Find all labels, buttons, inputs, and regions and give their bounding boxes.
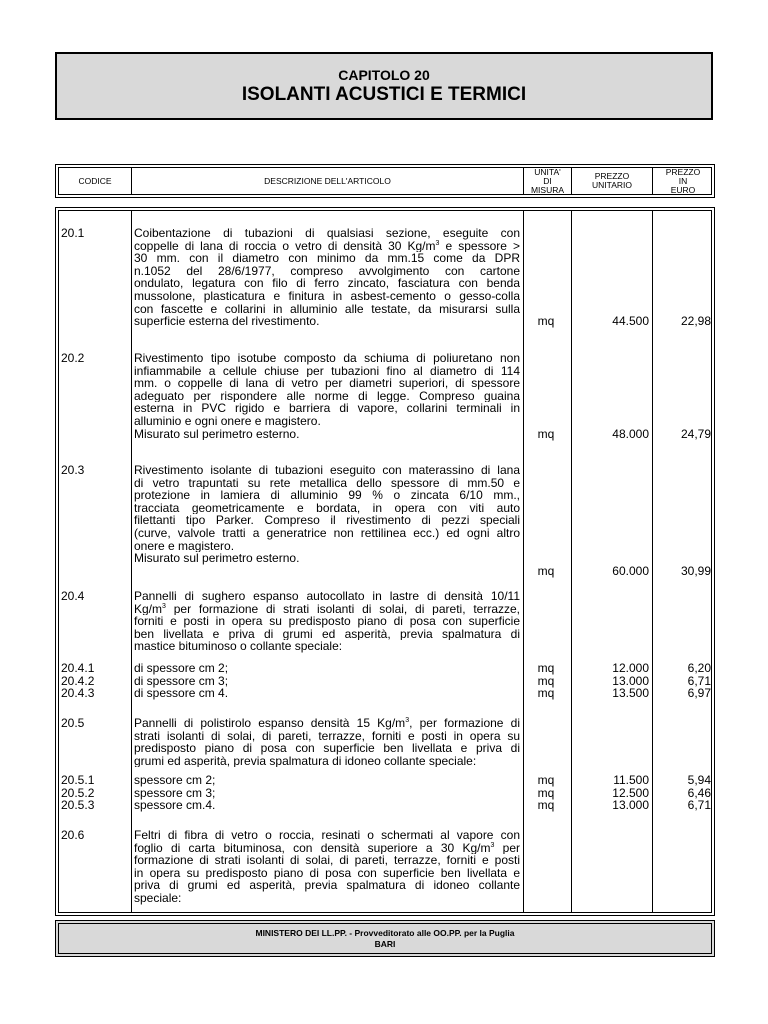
item-code: 20.4.2 (61, 673, 95, 688)
unit-price: 13.000 (612, 673, 649, 688)
item-description: Coibentazione di tubazioni di qualsiasi sezione, eseguite con coppelle di lana di roccia o vetro di densità 30 $Kg/m^3$ e spessore > 30 mm. con il diametro con minimo da mm.15 come da DPR n.1052 del 28/6/1977, compreso avvolgimento con cartone ondulato, legatura con filo di ferro zincato, fasciatura con benda mussolone, plasticatura e finitura in asbest-cemento o gesso-colla con fascette e collarini in alluminio alle testate, da misurarsi sulla superficie esterna del rivestimento. (134, 227, 520, 328)
footer-ministry: MINISTERO DEI LL.PP. - Provveditorato alle OO.PP. per la Puglia (255, 928, 515, 938)
euro-price: 6,71 (687, 673, 711, 688)
unit-of-measure: mq (537, 661, 555, 675)
euro-price: 6,20 (687, 661, 711, 675)
unit-of-measure: mq (537, 314, 555, 328)
item-description: di spessore cm 4. (134, 686, 229, 701)
item-code: 20.4 (61, 589, 85, 603)
chapter-number: CAPITOLO 20 (338, 67, 430, 83)
header-descrizione: DESCRIZIONE DELL'ARTICOLO (264, 175, 391, 186)
item-code: 20.2 (61, 351, 85, 365)
unit-price: 11.500 (613, 773, 649, 787)
item-code: 20.4.1 (61, 661, 95, 675)
euro-price: 22,98 (680, 314, 711, 328)
unit-price: 13.000 (612, 798, 649, 813)
unit-price: 12.500 (612, 785, 649, 800)
item-code: 20.1 (61, 226, 85, 240)
item-description: spessore cm 2; (134, 773, 216, 787)
euro-price: 6,71 (687, 798, 711, 813)
euro-price: 5,94 (687, 773, 711, 787)
unit-price: 13.500 (612, 686, 649, 701)
item-description: Rivestimento tipo isotube composto da schiuma di poliuretano non infiammabile a cellule chiuse per tubazioni fino al diametro di 114 mm. o coppelle di lana di vetro per diametri superiori, di spessore adeguato per rispondere alle norme di legge. Compreso guaina esterna in PVC rigido e barriera di vapore, collarini terminali in alluminio e ogni onere e magistero. Misurato sul perimetro esterno. (134, 352, 520, 441)
header-unita-misura: UNITA' DI MISURA (530, 166, 565, 195)
euro-price: 30,99 (680, 564, 711, 578)
euro-price: 24,79 (680, 427, 711, 441)
item-code: 20.6 (61, 828, 85, 842)
item-description: Rivestimento isolante di tubazioni eseguito con materassino di lana di vetro trapuntati su rete metallica dello spessore di mm.50 e protezione in lamiera di alluminio 99 % o zincata 6/10 mm., tracciata geometricamente e bordata, in opera con viti auto filettanti tipo Parker. Compreso il rivestimento di pezzi speciali (curve, valvole tratti a generatrice non rettilinea ecc.) ed ogni altro onere e magistero. Misurato sul perimetro esterno. (134, 464, 520, 565)
item-description: spessore cm 3; (134, 785, 216, 800)
item-description: Pannelli di polistirolo espanso densità 15 $Kg/m^3$, per formazione di strati isolanti di solai, di pareti, terrazze, forniti e posti in opera su predisposto piano di posa con superficie ben livellata e priva di grumi ed asperità, previa spalmatura di idoneo collante speciale: (134, 717, 520, 768)
euro-price: 6,46 (687, 785, 711, 800)
item-description: di spessore cm 2; (134, 661, 229, 675)
unit-price: 12.000 (612, 661, 649, 675)
table-header (55, 164, 715, 198)
item-code: 20.5.3 (61, 798, 95, 813)
unit-of-measure: mq (537, 427, 555, 441)
header-codice: CODICE (78, 175, 112, 186)
item-description: Feltri di fibra di vetro o roccia, resinati o schermati al vapore con foglio di carta bituminosa, con densità superiore a 30 $Kg/m^3$ per formazione di strati isolanti di solai, di pareti, terrazze, forniti e posti in opera su predisposto piano di posa con superficie ben livellata e priva di grumi ed asperità, previa spalmatura di idoneo collante speciale: (134, 829, 520, 905)
item-code: 20.5 (61, 716, 85, 730)
item-code: 20.3 (61, 463, 85, 477)
unit-of-measure: mq (537, 798, 555, 813)
item-description: spessore cm.4. (134, 798, 216, 813)
unit-price: 48.000 (612, 427, 649, 441)
unit-of-measure: mq (537, 564, 555, 578)
header-prezzo-unitario: PREZZO UNITARIO (592, 171, 632, 190)
item-description: di spessore cm 3; (134, 673, 229, 688)
unit-price: 44.500 (612, 314, 649, 328)
footer-city: BARI (374, 939, 396, 949)
item-code: 20.5.2 (61, 785, 95, 800)
item-description: Pannelli di sughero espanso autocollato in lastre di densità 10/11 $Kg/m^3$ per formazione di strati isolanti di solai, di pareti, terrazze, forniti e posti in opera su predisposto piano di posa con superficie ben livellata e priva di grumi ed asperità, previa spalmatura di mastice bituminoso o collante speciale: (134, 590, 520, 653)
unit-price: 60.000 (612, 564, 649, 578)
euro-price: 6,97 (687, 686, 711, 701)
unit-of-measure: mq (537, 785, 555, 800)
item-code: 20.5.1 (61, 773, 95, 787)
header-prezzo-euro: PREZZO IN EURO (665, 166, 701, 195)
price-table (55, 207, 715, 916)
unit-of-measure: mq (537, 673, 555, 688)
footer (55, 920, 715, 957)
unit-of-measure: mq (537, 773, 555, 787)
item-code: 20.4.3 (61, 686, 95, 701)
chapter-title: ISOLANTI ACUSTICI E TERMICI (241, 84, 527, 105)
chapter-title-box (55, 52, 713, 120)
unit-of-measure: mq (537, 686, 555, 701)
